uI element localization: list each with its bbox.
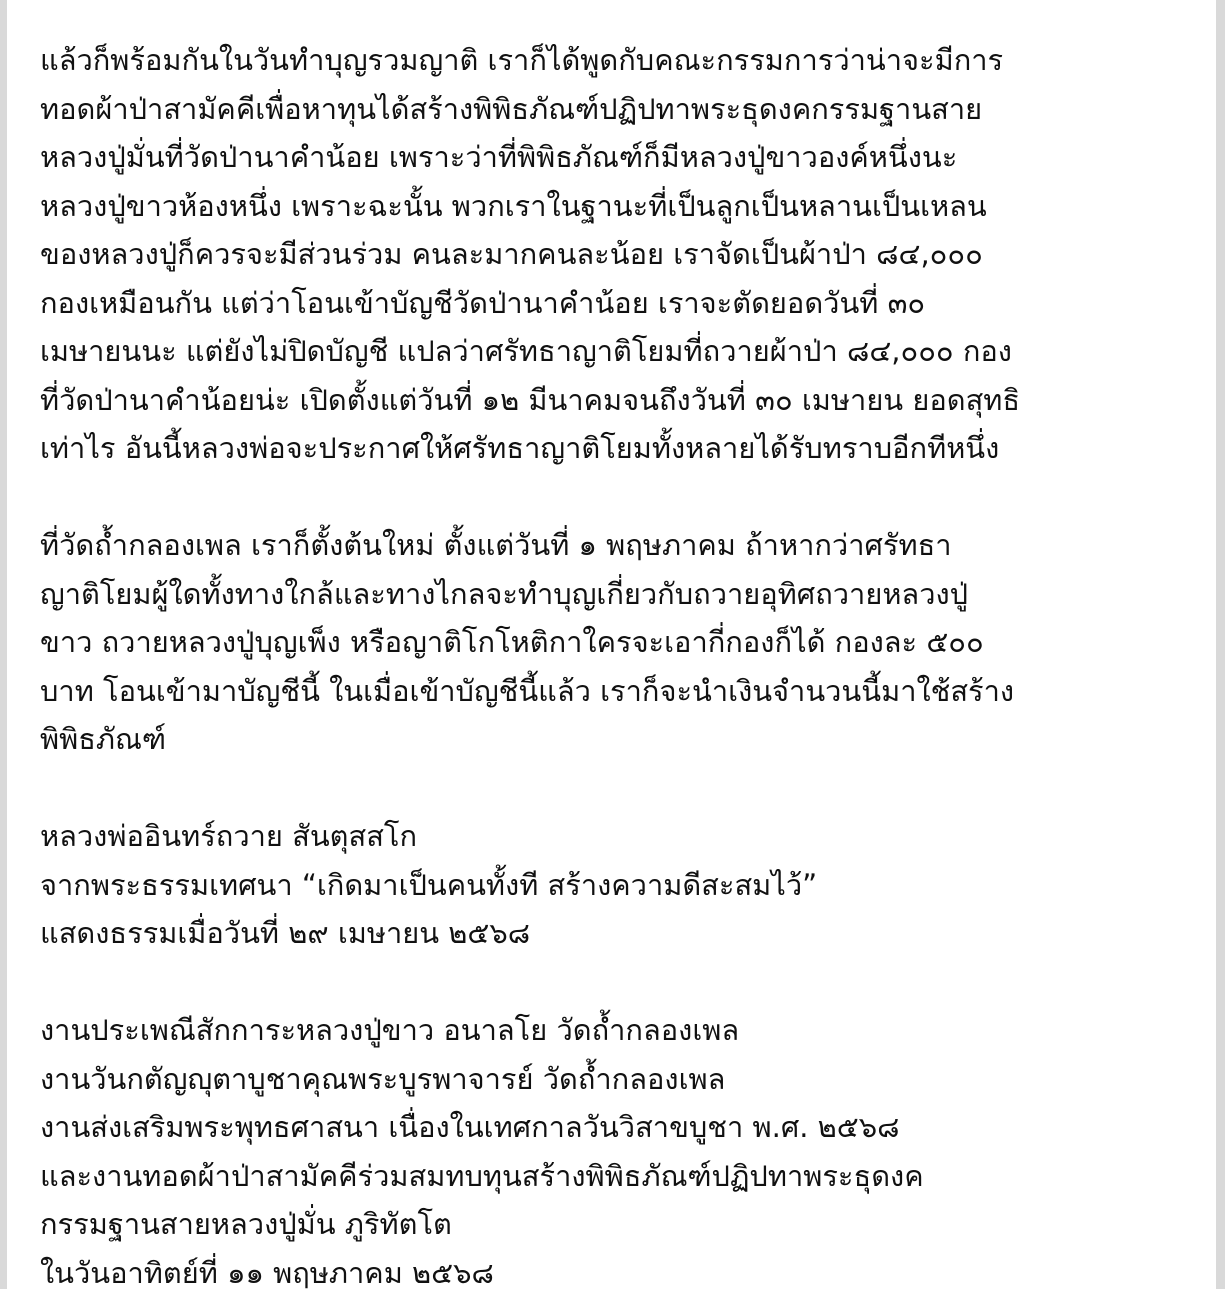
paragraph-gap (40, 764, 1200, 813)
speaker-name: หลวงพ่ออินทร์ถวาย สันตุสสโก (40, 812, 1200, 861)
attribution-block (40, 812, 1200, 958)
text-line: เท่าไร อันนี้หลวงพ่อจะประกาศให้ศรัทธาญาติโยมทั้งหลายได้รับทราบอีกทีหนึ่ง (40, 424, 1200, 473)
post-text-body (40, 36, 1200, 1297)
text-line: กองเหมือนกัน แต่ว่าโอนเข้าบัญชีวัดป่านาคำน้อย เราจะตัดยอดวันที่ ๓๐ (40, 279, 1200, 328)
right-border (1216, 0, 1225, 1289)
text-line: ญาติโยมผู้ใดทั้งทางใกล้และทางไกลจะทำบุญเกี่ยวกับถวายอุทิศถวายหลวงปู่ (40, 570, 1200, 619)
text-line: พิพิธภัณฑ์ (40, 715, 1200, 764)
event-line: กรรมฐานสายหลวงปู่มั่น ภูริทัตโต (40, 1200, 1200, 1249)
text-line: เมษายนนะ แต่ยังไม่ปิดบัญชี แปลว่าศรัทธาญาติโยมที่ถวายผ้าป่า ๘๔,๐๐๐ กอง (40, 327, 1200, 376)
paragraph-donation-announcement (40, 36, 1200, 473)
text-line: บาท โอนเข้ามาบัญชีนี้ ในเมื่อเข้าบัญชีนี้แล้ว เราก็จะนำเงินจำนวนนี้มาใช้สร้าง (40, 667, 1200, 716)
text-line: ขาว ถวายหลวงปู่บุญเพ็ง หรือญาติโกโหติกาใครจะเอากี่กองก็ได้ กองละ ๕๐๐ (40, 618, 1200, 667)
text-line: ทอดผ้าป่าสามัคคีเพื่อหาทุนได้สร้างพิพิธภัณฑ์ปฏิปทาพระธุดงคกรรมฐานสาย (40, 85, 1200, 134)
sermon-date: แสดงธรรมเมื่อวันที่ ๒๙ เมษายน ๒๕๖๘ (40, 909, 1200, 958)
paragraph-gap (40, 958, 1200, 1007)
text-line: ของหลวงปู่ก็ควรจะมีส่วนร่วม คนละมากคนละน้อย เราจัดเป็นผ้าป่า ๘๔,๐๐๐ (40, 230, 1200, 279)
text-line: แล้วก็พร้อมกันในวันทำบุญรวมญาติ เราก็ได้พูดกับคณะกรรมการว่าน่าจะมีการ (40, 36, 1200, 85)
event-line: งานวันกตัญญุตาบูชาคุณพระบูรพาจารย์ วัดถ้ำกลองเพล (40, 1055, 1200, 1104)
text-line: หลวงปู่มั่นที่วัดป่านาคำน้อย เพราะว่าที่พิพิธภัณฑ์ก็มีหลวงปู่ขาวองค์หนึ่งนะ (40, 133, 1200, 182)
paragraph-gap (40, 473, 1200, 522)
paragraph-new-fund (40, 521, 1200, 764)
event-date: ในวันอาทิตย์ที่ ๑๑ พฤษภาคม ๒๕๖๘ (40, 1249, 1200, 1297)
event-line: งานประเพณีสักการะหลวงปู่ขาว อนาลโย วัดถ้ำกลองเพล (40, 1006, 1200, 1055)
text-line: ที่วัดถ้ำกลองเพล เราก็ตั้งต้นใหม่ ตั้งแต่วันที่ ๑ พฤษภาคม ถ้าหากว่าศรัทธา (40, 521, 1200, 570)
text-line: ที่วัดป่านาคำน้อยน่ะ เปิดตั้งแต่วันที่ ๑๒ มีนาคมจนถึงวันที่ ๓๐ เมษายน ยอดสุทธิ (40, 376, 1200, 425)
sermon-title: จากพระธรรมเทศนา “เกิดมาเป็นคนทั้งที สร้างความดีสะสมไว้” (40, 861, 1200, 910)
text-line: หลวงปู่ขาวห้องหนึ่ง เพราะฉะนั้น พวกเราในฐานะที่เป็นลูกเป็นหลานเป็นเหลน (40, 182, 1200, 231)
left-border (0, 0, 7, 1289)
events-block (40, 1006, 1200, 1297)
event-line: งานส่งเสริมพระพุทธศาสนา เนื่องในเทศกาลวันวิสาขบูชา พ.ศ. ๒๕๖๘ (40, 1103, 1200, 1152)
event-line: และงานทอดผ้าป่าสามัคคีร่วมสมทบทุนสร้างพิพิธภัณฑ์ปฏิปทาพระธุดงค (40, 1152, 1200, 1201)
